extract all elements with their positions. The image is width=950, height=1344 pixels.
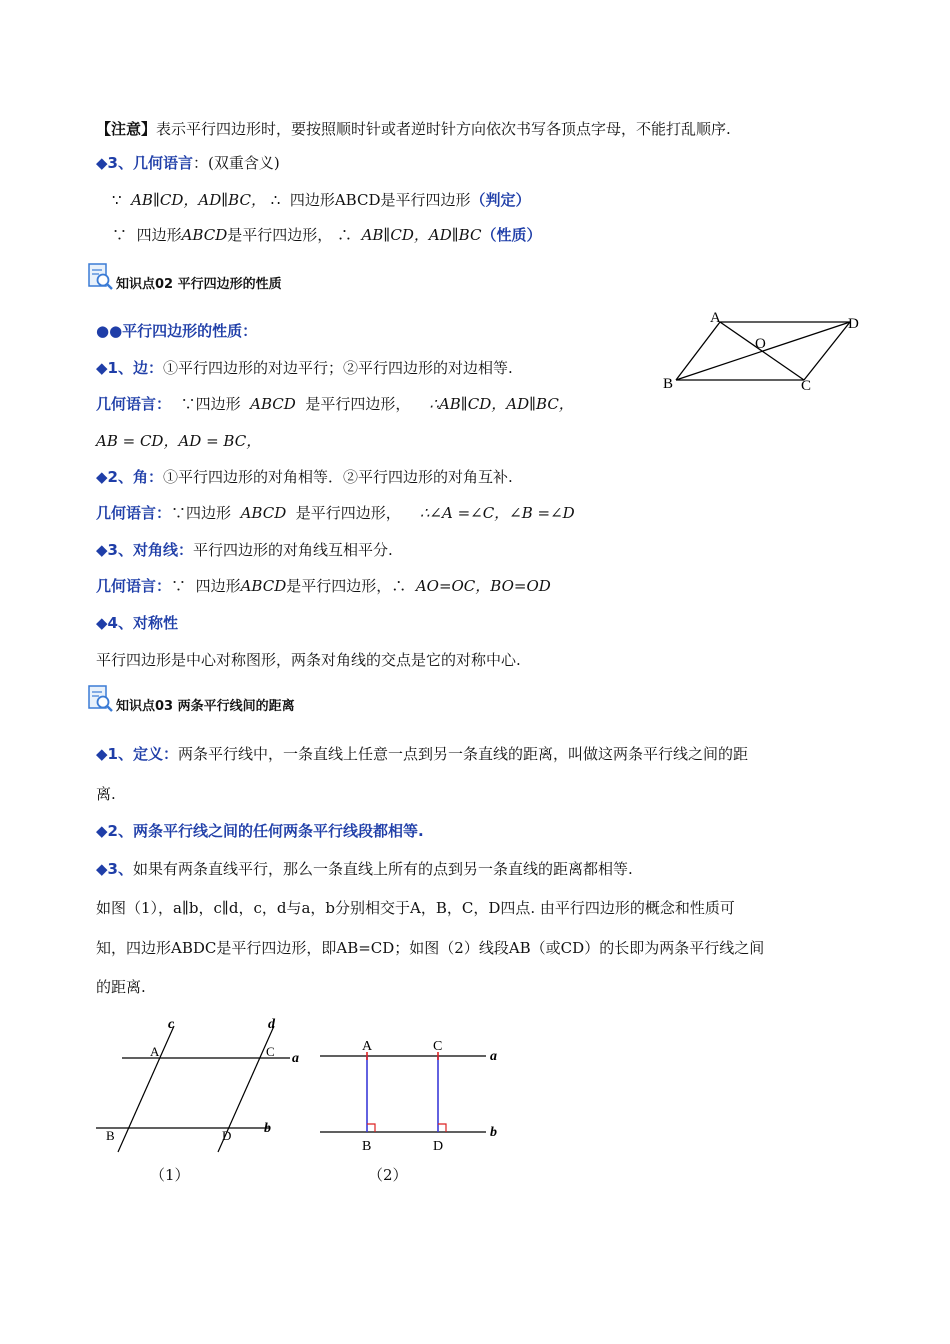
diag-geo-line [96, 576, 551, 596]
diag-line [96, 540, 393, 560]
angle-text: ①平行四边形的对角相等．②平行四边形的对角互补. [162, 468, 513, 486]
caption-2: （2） [368, 1166, 408, 1184]
figure-2 [310, 1030, 510, 1160]
figure-1 [90, 1012, 310, 1162]
side-geo-abcd: ABCD [250, 395, 296, 413]
side-text: ①平行四边形的对边平行；②平行四边形的对边相等. [162, 359, 513, 377]
caption-1: （1） [150, 1166, 190, 1184]
right-angle-mark-d [438, 1124, 446, 1132]
angle-geo-because: ∵四边形 [171, 504, 232, 522]
point-a: A [362, 1039, 373, 1054]
angle-geo-abcd: ABCD [240, 504, 287, 522]
angle-geo-therefore: ∴∠A =∠C，∠B =∠D [419, 504, 575, 522]
edge-cd [804, 322, 850, 380]
dist-para1: 如图（1），a∥b，c∥d，c，d与a，b分别相交于A，B，C，D四点. 由平行四边形的概念和性质可 [96, 899, 735, 917]
dist-def-text: 两条平行线中，一条直线上任意一点到另一条直线的距离，叫做这两条平行线之间的距 [177, 745, 748, 763]
dist-p3 [96, 859, 633, 879]
dist-def-line2: 离. [96, 785, 116, 803]
side-geo-label: 几何语言： [96, 395, 172, 413]
point-d: D [222, 1128, 232, 1143]
prop-tag: （性质） [481, 226, 542, 244]
vertex-d-label: D [848, 316, 859, 332]
geo-lang-label: ◆3、几何语言 [96, 154, 193, 172]
judge-line [112, 190, 530, 210]
sym-text: 平行四边形是中心对称图形，两条对角线的交点是它的对称中心. [96, 651, 521, 669]
diag-text: 平行四边形的对角线互相平分. [192, 541, 393, 559]
note-tag: 【注意】 [96, 120, 157, 138]
geo-lang-paren: ：(双重含义) [192, 154, 280, 172]
sym-heading [96, 613, 178, 633]
edge-ab [676, 322, 720, 380]
prop-mid: 是平行四边形， [227, 226, 333, 244]
diag-geo-therefore: ∴ [391, 577, 407, 595]
section-03-header [86, 684, 295, 716]
label-b: b [490, 1125, 497, 1140]
judge-equation: AB∥CD，AD∥BC， [131, 191, 266, 209]
label-c: c [168, 1017, 175, 1032]
side-label: ◆1、边： [96, 359, 163, 377]
point-a: A [150, 1044, 160, 1059]
sym-label: ◆4、对称性 [96, 614, 178, 632]
vertex-b-label: B [663, 376, 674, 392]
props-heading-text: ●●平行四边形的性质： [96, 322, 258, 340]
right-angle-mark-b [367, 1124, 375, 1132]
prop-equation: AB∥CD，AD∥BC [361, 226, 482, 244]
dist-para3: 的距离. [96, 978, 146, 996]
dist-def-label: ◆1、定义： [96, 745, 178, 763]
diag-geo-abcd: ABCD [240, 577, 287, 595]
angle-geo-label: 几何语言： [96, 504, 172, 522]
vertex-c-label: C [801, 378, 812, 394]
therefore-symbol: ∴ [270, 191, 281, 209]
side-geo-line2: AB = CD，AD = BC， [96, 432, 262, 450]
label-d: d [268, 1017, 275, 1032]
section-03-title: 知识点03 两条平行线间的距离 [116, 699, 295, 714]
geo-lang-heading [96, 153, 280, 173]
side-geo-therefore: ∴AB∥CD，AD∥BC， [429, 395, 574, 413]
dist-def-line [96, 744, 748, 764]
vertex-a-label: A [710, 310, 721, 326]
prop-pre: 四边形 [136, 226, 182, 244]
point-c: C [433, 1039, 443, 1054]
prop-line [112, 225, 541, 245]
because-symbol: ∵ [112, 191, 122, 209]
center-o-label: O [755, 336, 766, 352]
diag-geo-mid: 是平行四边形， [286, 577, 392, 595]
diag-geo-equation: AO=OC，BO=OD [415, 577, 551, 595]
side-line [96, 358, 513, 378]
because-symbol: ∵ [112, 226, 128, 244]
judge-tag: （判定） [470, 191, 531, 209]
section-02-header [86, 262, 282, 294]
point-b: B [362, 1139, 372, 1154]
diag-geo-pre: 四边形 [195, 577, 241, 595]
magnifier-doc-icon [86, 262, 116, 292]
point-c: C [266, 1044, 275, 1059]
angle-line [96, 467, 513, 487]
dist-para2: 知，四边形ABDC是平行四边形，即AB=CD；如图（2）线段AB（或CD）的长即为两条平行线之间 [96, 939, 765, 957]
note-line [96, 119, 731, 139]
note-text: 表示平行四边形时，要按照顺时针或者逆时针方向依次书写各顶点字母，不能打乱顺序. [156, 120, 731, 138]
therefore-symbol: ∴ [337, 226, 353, 244]
magnifier-doc-icon [86, 684, 116, 714]
side-geo-line [96, 394, 574, 414]
line-c [118, 1026, 174, 1152]
diag-geo-label: 几何语言： [96, 577, 172, 595]
diag-label: ◆3、对角线： [96, 541, 193, 559]
props-heading [96, 321, 257, 341]
angle-geo-line [96, 503, 575, 523]
label-b: b [264, 1121, 271, 1136]
prop-abcd: ABCD [181, 226, 228, 244]
side-geo-mid: 是平行四边形， [305, 395, 411, 413]
dist-p3-label: ◆3、 [96, 860, 133, 878]
label-a: a [292, 1051, 299, 1066]
angle-label: ◆2、角： [96, 468, 163, 486]
label-a: a [490, 1049, 497, 1064]
dist-p3-text: 如果有两条直线平行，那么一条直线上所有的点到另一条直线的距离都相等. [132, 860, 633, 878]
parallelogram-figure [660, 306, 870, 398]
section-02-title: 知识点02 平行四边形的性质 [116, 277, 282, 292]
side-geo-because: ∵四边形 [180, 395, 241, 413]
dist-p2 [96, 821, 424, 841]
point-d: D [433, 1139, 444, 1154]
point-b: B [106, 1128, 115, 1143]
angle-geo-mid: 是平行四边形， [295, 504, 401, 522]
dist-p2-text: ◆2、两条平行线之间的任何两条平行线段都相等. [96, 822, 424, 840]
judge-text: 四边形ABCD是平行四边形 [289, 191, 471, 209]
diag-geo-because: ∵ [171, 577, 187, 595]
